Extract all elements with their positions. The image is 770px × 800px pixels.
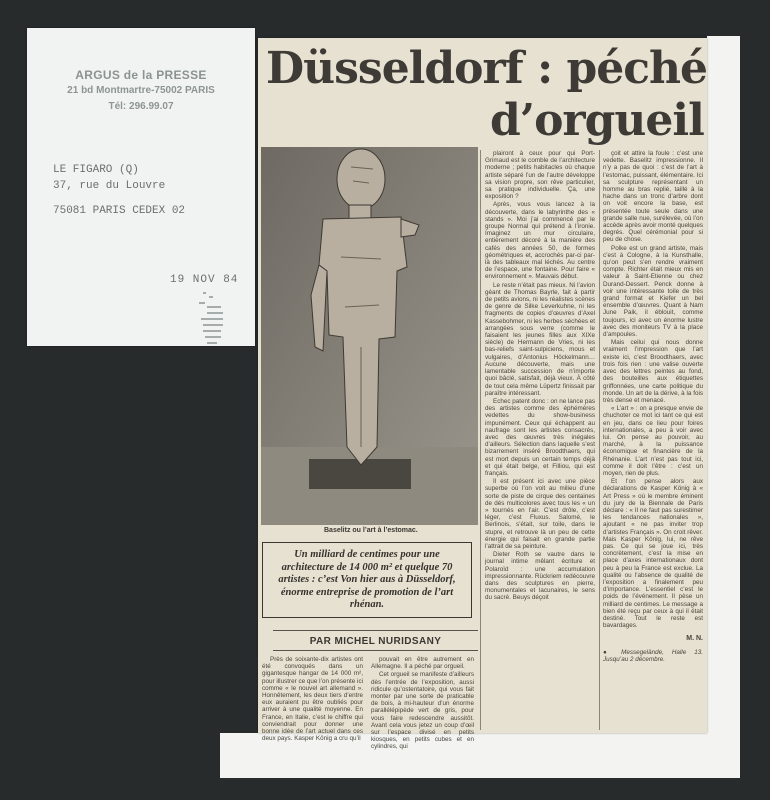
clipping-date: 19 NOV 84 [170,274,239,286]
text-column-1 [262,656,363,743]
headline-line-1: Düsseldorf : péché [266,43,708,94]
column-paragraph: çoit et attire la foule : c’est une vedette. Baselitz impressionne. Il n’y a pas de quoi : c’est de l’art à l’estomac, puissant, élémentaire. Ici sa sculpture représentant un homme au bras replié, taillé à la hache dans un tronc d’arbre dont on voit encore la base, est présentée toute seule dans une grande salle nue, surélevée, où l’on accède après avoir monté quelques degrés. Quel cérémonial pour si peu de chose. [603,150,703,244]
column-paragraph: Près de soixante-dix artistes ont été convoqués dans un gigantesque hangar de 14 000 m², pour illustrer ce que l’on présente ici comme « le nouvel art allemand ». Honnêtement, les deux tiers d’entre eux auraient pu être oubliés pour arriver à une qualité moyenne. En France, en Italie, c’est le chiffre qui conviendrait pour donner une bonne idée de l’art actuel dans ces deux pays. Kasper König a cru qu’il [262,656,363,743]
column-paragraph: Echec patent donc : on ne lance pas des artistes comme des éphémères vedettes du show-business impunément. Ceux qui échappent au naufrage sont les artistes consacrés, avec des œuvres très inégales d’ailleurs. Sélection dans laquelle s’est bizarrement inséré Broodthaers, qui est mort depuis un certain temps déjà et qui était belge, et Filliou, qui est français. [485,397,595,477]
column-paragraph: Et l’on pense alors aux déclarations de Kasper König à « Art Press » où le membre éminent du jury de la Biennale de Paris déclare : « Il ne faut pas surestimer les tendances nationales », ajoutant « ne pas inviter trop d’artistes Français ». On croit rêver. Mais Kasper König, lui, ne rêve pas. Ce qui se joue ici, très concrètement, c’est la mise en place d’axes internationaux dont peu à peu la France est exclue. La qualité ou l’absence de qualité de l’exposition a finalement peu d’importance. L’essentiel c’est le poids de l’événement. Il pèse un milliard de centimes. Le message a bien été reçu par ceux à qui il était destiné. Tout le reste est bavardages. [603,478,703,630]
text-column-4 [603,150,703,732]
author-signature: M. N. [686,635,703,643]
text-column-3 [485,150,595,732]
column-paragraph: Dieter Roth se vautre dans le journal intime mêlant écriture et Polaroïd : une accumulation impressionnante. Rückriem redécouvre dans des sculptures en pierre, monumentales et lacunaires, le sens du sacré. Beuys déçoit [485,551,595,602]
column-paragraph: pouvait en être autrement en Allemagne. Il a péché par orgueil. [371,656,474,671]
column-divider [599,150,600,730]
column-paragraph: Mais ceilui qui nous donne vraiment l’impression que l’art existe ici, c’est Broodthaers, avec trois fois rien : une valise ouverte avec des lettres peintes au fond, des bouteilles aux étiquettes griffonnées, une carte politique du monde. Un art de la dérive, à la fois très dense et menacé. [603,339,703,404]
agency-phone: Tél: 296.99.07 [108,101,174,112]
newspaper-street: 37, rue du Louvre [53,180,166,192]
byline-top-rule [273,630,478,631]
column-divider [480,150,481,730]
postmark-stamp [197,290,233,350]
exhibition-footnote: ● Messegelände, Halle 13. Jusqu’au 2 décembre. [603,648,703,663]
newspaper-clipping [258,38,708,751]
sculpture-photo [261,147,478,525]
headline-line-2: d’orgueil [490,95,704,146]
teaser-box: Un milliard de centimes pour une architecture de 14 000 m² et quelque 70 artistes : c’est Von hier aus à Düsseldorf, énorme entreprise de promotion de l’art rhénan. [262,542,472,618]
mounting-paper-right [707,36,740,764]
column-paragraph: Le reste n’était pas mieux. Ni l’avion géant de Thomas Bayrle, fait à partir de petits avions, ni les réalistes scènes de genre de Silke Leverkuhne, ni les fragments de copies d’œuvres d’Axel Kassebohmer, ni les herbes séchées et arrangées sous verre (comme le faisaient les jeunes filles aux XIXe siècle) de Hermann de Vries, ni les bas-reliefs saint-sulpiciens, mous et vulgaires, d’Antonius Höckelmann… Aucune découverte, mais une lamentable succession de n’importe quoi bâclé, satisfait, déjà vieux. À côté de tout cela même Lüpertz finissait par paraître intéressant. [485,281,595,397]
byline: PAR MICHEL NURIDSANY [309,636,442,647]
column-paragraph: Polke est un grand artiste, mais c’est à Cologne, à la Kunsthalle, qu’on peut s’en rendre vraiment compte. Richter était mieux mis en valeur à Saint-Etienne ou chez Durand-Dessert. Penck donne à voir une intéressante toile de très grand format et Kiefer un bel ensemble d’œuvres. Quant à Nam June Paik, il éblouit, comme toujours, ici avec un énorme lustre avec des moniteurs TV à la place d’ampoules. [603,244,703,339]
newspaper-name: LE FIGARO (Q) [53,164,139,176]
agency-name: ARGUS de la PRESSE [75,68,207,82]
column-paragraph: plairont à ceux pour qui Port-Grimaud est le comble de l’architecture moderne ; petits habitacles où chaque artiste séparé l’un de l’autre développe sa vision propre, son rêve particulier, sa pratique individuelle. Ça, une exposition ? [485,150,595,201]
argus-press-slip [27,28,255,346]
column-paragraph: « L’art » : on a presque envie de chuchoter ce mot ici tant ce qui est en jeu, dans ce lieu pour foires internationales, a peu à voir avec lui. On pense au pouvoir, au marché, à la puissance économique et financière de la Rhénanie. L’art n’est pas tout ici, comme il doit l’être : c’est un moyen, rien de plus. [603,405,703,477]
text-column-2 [371,656,474,751]
column-paragraph: Cet orgueil se manifeste d’ailleurs dès l’entrée de l’exposition, aussi ridicule qu’ostentatoire, qui vous fait monter par une sorte de praticable de bois, à mi-hauteur d’un énorme parallélépipède vert de gris, pour vous faire redescendre aussitôt. Avant cela vous jetez un coup d’œil sur l’espace divisé en petits kiosques, en petits cubes et en cylindres, qui [371,671,474,751]
agency-address: 21 bd Montmartre-75002 PARIS [67,85,215,96]
byline-bottom-rule [273,650,478,651]
newspaper-city: 75081 PARIS CEDEX 02 [53,205,186,217]
column-paragraph: Après, vous vous lancez à la découverte, dans le labyrinthe des « stands ». Moi j’ai commencé par le groupe Normal qui prétend à l’ironie. Imaginez un mur circulaire, entièrement décoré à la manière des cafés des années 50, de formes géométriques et, accrochés par-ci par-là des tableaux mal léchés. Au centre de l’espace, une fontaine. Pour faire « environnement ». Mauvais début. [485,201,595,281]
column-paragraph: Il est présent ici avec une pièce superbe où l’on voit au milieu d’une sorte de piste de cirque des centaines de dés multicolores avec tous les « un » tournés en l’air. C’est drôle, c’est léger, c’est Fluxus. Salomé, le Berlinois, s’était, sur toile, dans le stupre, et retrouve là un peu de cette énergie qui faisait en grande partie l’attrait de sa peinture. [485,478,595,550]
photo-caption: Baselitz ou l’art à l’estomac. [324,527,418,534]
